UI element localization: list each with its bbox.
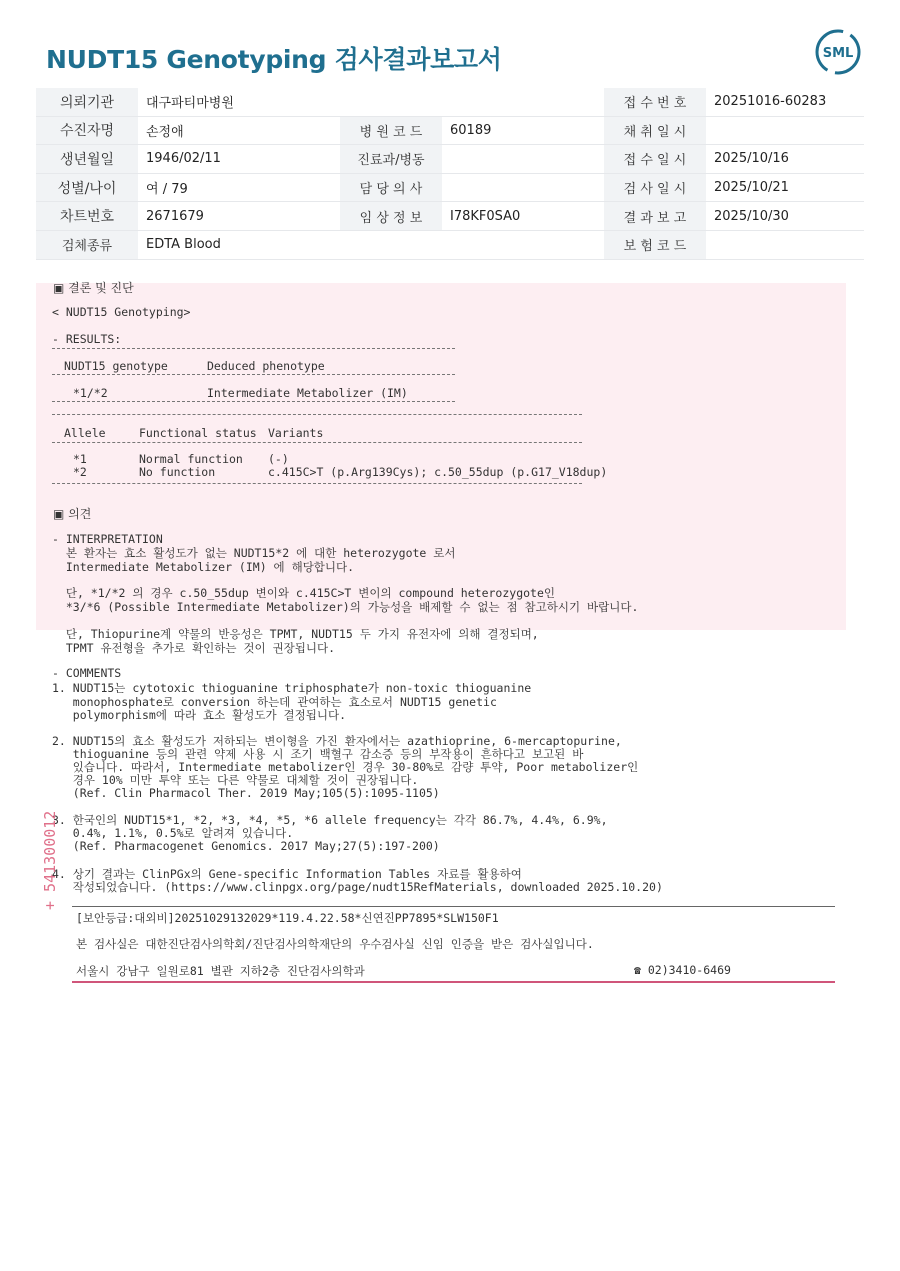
info-value: 2671679 — [138, 202, 340, 231]
info-label: 검체종류 — [36, 230, 138, 259]
allele-cell: *1 — [73, 452, 87, 466]
info-label: 차트번호 — [36, 202, 138, 231]
status-cell: Normal function — [139, 452, 243, 466]
phenotype-value: Intermediate Metabolizer (IM) — [207, 386, 408, 400]
info-value: 1946/02/11 — [138, 145, 340, 174]
interpretation-label: - INTERPRETATION — [52, 532, 163, 546]
comment-line: 1. NUDT15는 cytotoxic thioguanine triphosphate가 non-toxic thioguanine — [52, 681, 532, 695]
info-value: 손정애 — [138, 116, 340, 145]
variant-cell: c.415C>T (p.Arg139Cys); c.50_55dup (p.G17_V18dup) — [268, 465, 608, 479]
info-label: 보 험 코 드 — [604, 230, 706, 259]
info-row — [36, 230, 864, 259]
table2-header-status: Functional status — [139, 426, 257, 440]
table1-header-genotype: NUDT15 genotype — [64, 359, 168, 373]
interpretation-line: 본 환자는 효소 활성도가 없는 NUDT15*2 에 대한 heterozygote 로서 — [52, 546, 456, 560]
info-label: 결 과 보 고 — [604, 202, 706, 231]
info-row — [36, 145, 864, 174]
status-cell: No function — [139, 465, 216, 479]
interpretation-line: 단, Thiopurine계 약물의 반응성은 TPMT, NUDT15 두 가지 유전자에 의해 결정되며, — [52, 627, 539, 641]
address-line: 서울시 강남구 일원로81 별관 지하2층 진단검사의학과 — [76, 964, 365, 978]
results-label: - RESULTS: — [52, 332, 122, 346]
interpretation-line: *3/*6 (Possible Intermediate Metabolizer)의 가능성을 배제할 수 없는 점 참고하시기 바랍니다. — [52, 600, 639, 614]
info-value — [442, 145, 604, 174]
genotype-value: *1/*2 — [73, 386, 108, 400]
comment-line: polymorphism에 따라 효소 활성도가 결정됩니다. — [52, 708, 346, 722]
divider — [52, 401, 455, 402]
divider — [52, 374, 455, 375]
comment-line: (Ref. Clin Pharmacol Ther. 2019 May;105(5):1095-1105) — [52, 786, 440, 800]
variant-cell: (-) — [268, 452, 289, 466]
section-opinion-heading: ▣ 의견 — [53, 507, 92, 521]
info-label: 임 상 정 보 — [340, 202, 442, 231]
info-label: 접 수 일 시 — [604, 145, 706, 174]
interpretation-line: Intermediate Metabolizer (IM) 에 해당합니다. — [52, 560, 355, 574]
comment-line: 2. NUDT15의 효소 활성도가 저하되는 변이형을 가진 환자에서는 azathioprine, 6-mercaptopurine, — [52, 734, 622, 748]
comments-label: - COMMENTS — [52, 666, 122, 680]
info-value: EDTA Blood — [138, 230, 340, 259]
test-name: < NUDT15 Genotyping> — [52, 305, 191, 319]
info-value — [706, 116, 864, 145]
allele-cell: *2 — [73, 465, 87, 479]
interpretation-line: TPMT 유전형을 추가로 확인하는 것이 권장됩니다. — [52, 641, 336, 655]
certification-line: 본 검사실은 대한진단검사의학회/진단검사의학재단의 우수검사실 신임 인증을 받은 검사실입니다. — [76, 937, 594, 951]
info-value: 대구파티마병원 — [138, 88, 340, 116]
logo-text: SML — [822, 46, 854, 61]
info-empty — [442, 230, 604, 259]
comment-line: thioguanine 등의 관련 약제 사용 시 조기 백혈구 감소증 등의 부작용이 흔하다고 보고된 바 — [52, 747, 584, 761]
side-stamp-number — [30, 778, 66, 913]
info-label: 담 당 의 사 — [340, 173, 442, 202]
comment-line: 경우 10% 미만 투약 또는 다른 약물로 대체할 것이 권장됩니다. — [52, 773, 419, 787]
info-value: 60189 — [442, 116, 604, 145]
info-label: 채 취 일 시 — [604, 116, 706, 145]
report-title: NUDT15 Genotyping 검사결과보고서 — [46, 45, 502, 74]
section-conclusion-heading: ▣ 결론 및 진단 — [53, 281, 134, 295]
side-stamp-text: + 541300012 — [41, 810, 59, 910]
comment-line: 3. 한국인의 NUDT15*1, *2, *3, *4, *5, *6 allele frequency는 각각 86.7%, 4.4%, 6.9%, — [52, 813, 608, 827]
table2-header-variants: Variants — [268, 426, 324, 440]
comment-line: (Ref. Pharmacogenet Genomics. 2017 May;27(5):197-200) — [52, 839, 440, 853]
info-row — [36, 173, 864, 202]
info-row — [36, 202, 864, 231]
info-label: 진료과/병동 — [340, 145, 442, 174]
table2-header-allele: Allele — [64, 426, 106, 440]
info-label: 의뢰기관 — [36, 88, 138, 116]
info-label: 성별/나이 — [36, 173, 138, 202]
divider — [52, 442, 582, 443]
comment-line: 4. 상기 결과는 ClinPGx의 Gene-specific Information Tables 자료를 활용하여 — [52, 867, 522, 881]
info-value: 2025/10/16 — [706, 145, 864, 174]
info-empty — [340, 88, 442, 116]
divider — [52, 348, 455, 349]
info-label: 검 사 일 시 — [604, 173, 706, 202]
divider — [52, 483, 582, 484]
footer-top-line — [72, 906, 835, 907]
footer-bottom-line — [72, 981, 835, 983]
sml-logo — [812, 26, 864, 78]
info-value: 2025/10/21 — [706, 173, 864, 202]
sml-logo-icon — [812, 26, 864, 78]
info-value — [442, 173, 604, 202]
info-empty — [442, 88, 604, 116]
info-empty — [340, 230, 442, 259]
info-value: 2025/10/30 — [706, 202, 864, 231]
table1-header-phenotype: Deduced phenotype — [207, 359, 325, 373]
info-label: 생년월일 — [36, 145, 138, 174]
info-value: 20251016-60283 — [706, 88, 864, 116]
comment-line: 작성되었습니다. (https://www.clinpgx.org/page/nudt15RefMaterials, downloaded 2025.10.20) — [52, 880, 663, 894]
phone-number: ☎ 02)3410-6469 — [634, 963, 731, 977]
comment-line: monophosphate로 conversion 하는데 관여하는 효소로서 NUDT15 genetic — [52, 695, 497, 709]
info-label: 수진자명 — [36, 116, 138, 145]
comment-line: 있습니다. 따라서, Intermediate metabolizer인 경우 30-80%로 감량 투약, Poor metabolizer인 — [52, 760, 639, 774]
info-row — [36, 116, 864, 145]
comment-line: 0.4%, 1.1%, 0.5%로 알려져 있습니다. — [52, 826, 294, 840]
info-value: 여 / 79 — [138, 173, 340, 202]
divider — [52, 414, 582, 415]
info-row — [36, 88, 864, 116]
info-value — [706, 230, 864, 259]
info-value: I78KF0SA0 — [442, 202, 604, 231]
info-label: 병 원 코 드 — [340, 116, 442, 145]
security-line: [보안등급:대외비]20251029132029*119.4.22.58*신연진PP7895*SLW150F1 — [76, 911, 499, 925]
info-label: 접 수 번 호 — [604, 88, 706, 116]
interpretation-line: 단, *1/*2 의 경우 c.50_55dup 변이와 c.415C>T 변이의 compound heterozygote인 — [52, 586, 555, 600]
patient-info-table — [36, 88, 864, 260]
